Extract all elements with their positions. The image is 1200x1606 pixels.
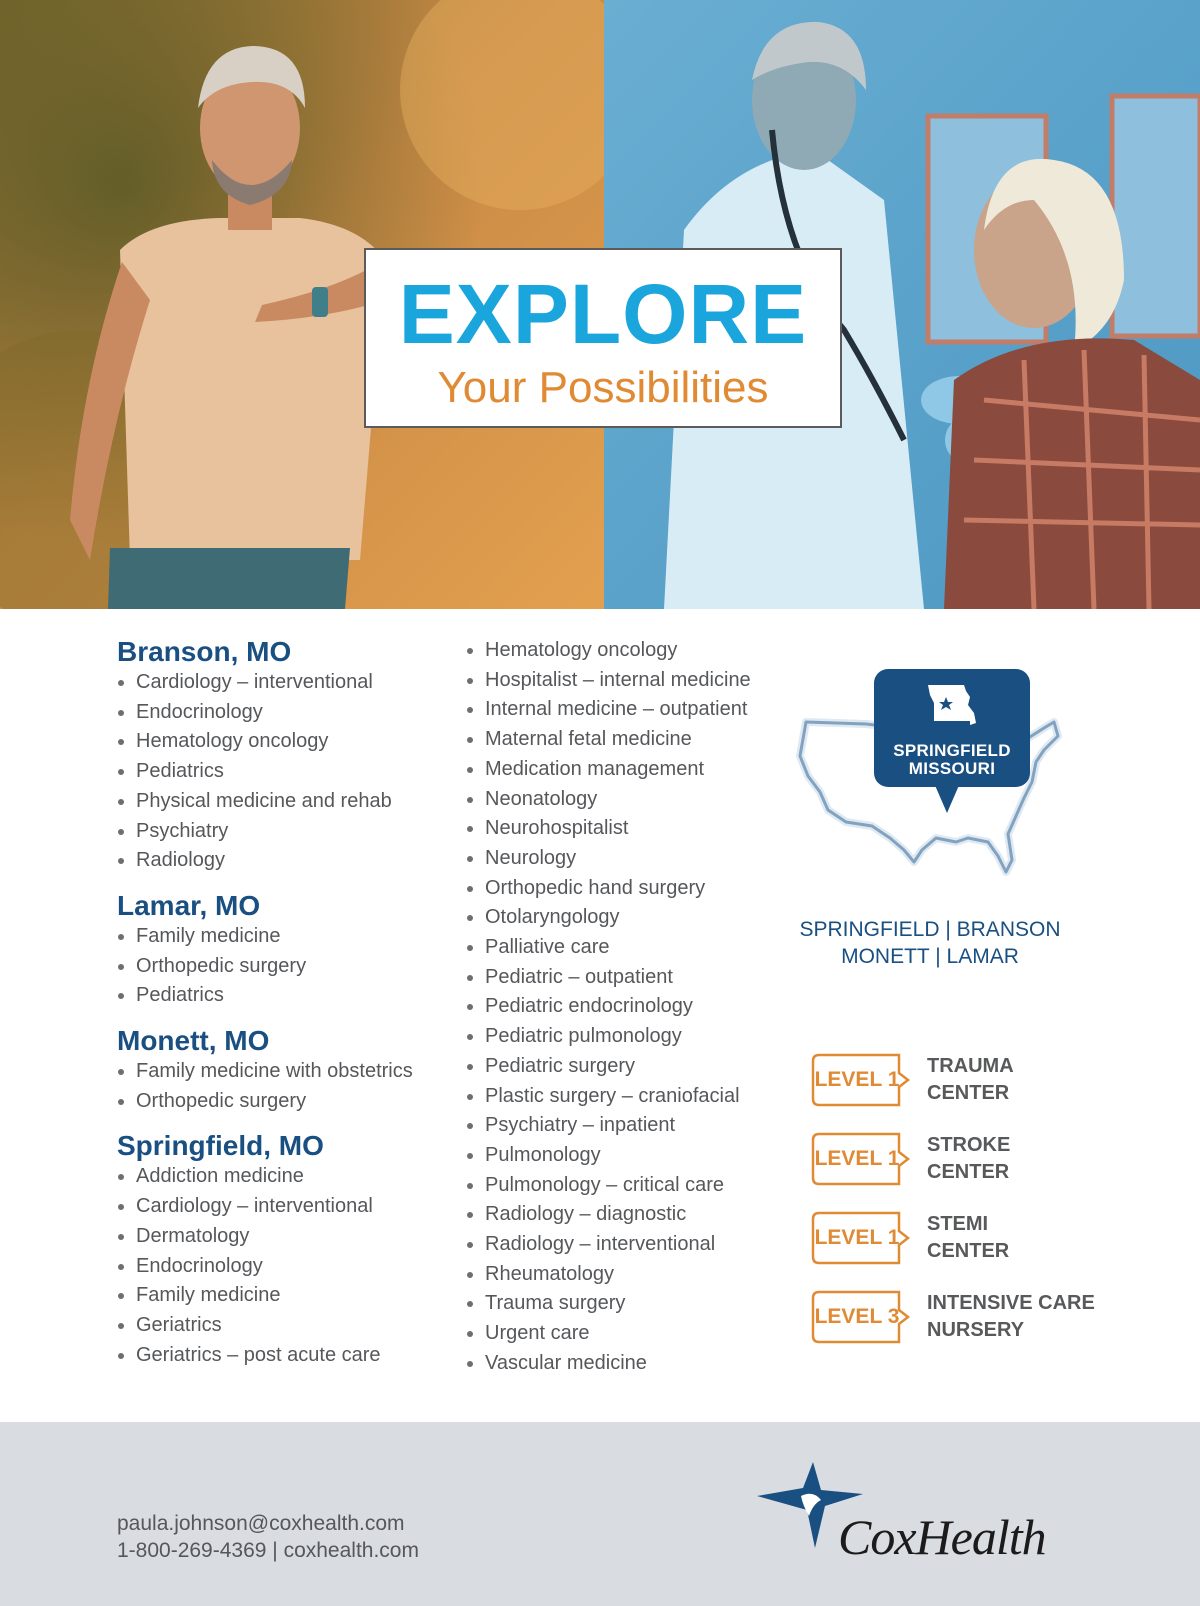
list-item: Pediatric surgery xyxy=(466,1052,796,1082)
level-label: LEVEL 1 xyxy=(814,1147,900,1170)
list-item: Family medicine xyxy=(117,1281,457,1311)
badge-pointer xyxy=(934,783,960,813)
list-item: Pulmonology – critical care xyxy=(466,1171,796,1201)
service-list xyxy=(117,1162,457,1370)
list-item: Maternal fetal medicine xyxy=(466,725,796,755)
list-item: Cardiology – interventional xyxy=(117,668,457,698)
list-item: Psychiatry – inpatient xyxy=(466,1111,796,1141)
level-label: LEVEL 1 xyxy=(814,1226,900,1249)
locations-column xyxy=(117,636,457,1380)
list-item: Pediatric endocrinology xyxy=(466,992,796,1022)
list-item: Otolaryngology xyxy=(466,903,796,933)
list-item: Palliative care xyxy=(466,933,796,963)
level-stemi xyxy=(811,1211,1111,1265)
contact-info xyxy=(117,1510,419,1564)
list-item: Neonatology xyxy=(466,785,796,815)
missouri-state-icon xyxy=(926,683,978,727)
list-item: Family medicine xyxy=(117,922,457,952)
level-nursery xyxy=(811,1290,1111,1344)
level-description-line: TRAUMA xyxy=(927,1055,1014,1077)
location-monett xyxy=(117,1025,457,1116)
headline-title: EXPLORE xyxy=(398,267,808,361)
badge-city: SPRINGFIELD xyxy=(893,741,1011,760)
level-stroke xyxy=(811,1132,1111,1186)
level-tag xyxy=(811,1290,911,1344)
location-heading: Monett, MO xyxy=(117,1025,270,1057)
coxhealth-logo xyxy=(755,1460,1095,1570)
list-item: Dermatology xyxy=(117,1222,457,1252)
service-list xyxy=(117,668,457,876)
level-description-line: CENTER xyxy=(927,1082,1010,1104)
level-description-line: CENTER xyxy=(927,1161,1010,1183)
service-area-cities xyxy=(790,916,1070,970)
list-item: Endocrinology xyxy=(117,1252,457,1282)
headline-subtitle: Your Possibilities xyxy=(437,363,769,412)
list-item: Orthopedic surgery xyxy=(117,1087,457,1117)
list-item: Internal medicine – outpatient xyxy=(466,695,796,725)
list-item: Neurohospitalist xyxy=(466,814,796,844)
contact-email[interactable]: paula.johnson@coxhealth.com xyxy=(117,1512,405,1535)
list-item: Pediatrics xyxy=(117,757,457,787)
location-heading: Springfield, MO xyxy=(117,1130,324,1162)
us-map-graphic xyxy=(786,666,1076,906)
level-label: LEVEL 3 xyxy=(814,1305,900,1328)
location-heading: Lamar, MO xyxy=(117,889,261,921)
list-item: Hematology oncology xyxy=(117,727,457,757)
list-item: Rheumatology xyxy=(466,1260,796,1290)
list-item: Trauma surgery xyxy=(466,1289,796,1319)
level-description-line: INTENSIVE CARE xyxy=(927,1292,1095,1314)
list-item: Geriatrics – post acute care xyxy=(117,1341,457,1371)
level-label: LEVEL 1 xyxy=(814,1068,900,1091)
springfield-services-continued xyxy=(466,636,796,1379)
list-item: Pediatric – outpatient xyxy=(466,963,796,993)
location-lamar xyxy=(117,890,457,1011)
cities-line: MONETT | LAMAR xyxy=(841,945,1019,968)
hero-banner xyxy=(0,0,1200,609)
level-description xyxy=(927,1132,1010,1186)
list-item: Radiology xyxy=(117,846,457,876)
list-item: Hospitalist – internal medicine xyxy=(466,666,796,696)
cities-line: SPRINGFIELD | BRANSON xyxy=(799,918,1061,941)
level-description xyxy=(927,1211,1009,1265)
accreditation-levels xyxy=(811,1053,1111,1369)
list-item: Radiology – interventional xyxy=(466,1230,796,1260)
service-list xyxy=(466,636,796,1379)
list-item: Physical medicine and rehab xyxy=(117,787,457,817)
headline-box xyxy=(364,248,842,428)
level-description-line: STROKE xyxy=(927,1134,1011,1156)
level-description-line: STEMI xyxy=(927,1213,989,1235)
list-item: Urgent care xyxy=(466,1319,796,1349)
location-pin-badge xyxy=(874,669,1030,787)
list-item: Cardiology – interventional xyxy=(117,1192,457,1222)
level-description-line: NURSERY xyxy=(927,1319,1025,1341)
service-list xyxy=(117,922,457,1011)
list-item: Pulmonology xyxy=(466,1141,796,1171)
list-item: Medication management xyxy=(466,755,796,785)
list-item: Addiction medicine xyxy=(117,1162,457,1192)
contact-phone-web[interactable]: 1-800-269-4369 | coxhealth.com xyxy=(117,1539,419,1562)
list-item: Neurology xyxy=(466,844,796,874)
level-tag xyxy=(811,1053,911,1107)
list-item: Family medicine with obstetrics xyxy=(117,1057,457,1087)
list-item: Geriatrics xyxy=(117,1311,457,1341)
level-description xyxy=(927,1053,1014,1107)
list-item: Radiology – diagnostic xyxy=(466,1200,796,1230)
level-description xyxy=(927,1290,1095,1344)
footer xyxy=(0,1422,1200,1606)
location-heading: Branson, MO xyxy=(117,636,292,667)
list-item: Orthopedic hand surgery xyxy=(466,874,796,904)
list-item: Psychiatry xyxy=(117,817,457,847)
list-item: Orthopedic surgery xyxy=(117,952,457,982)
list-item: Hematology oncology xyxy=(466,636,796,666)
location-springfield xyxy=(117,1130,457,1370)
list-item: Pediatric pulmonology xyxy=(466,1022,796,1052)
level-description-line: CENTER xyxy=(927,1240,1010,1262)
list-item: Pediatrics xyxy=(117,981,457,1011)
list-item: Vascular medicine xyxy=(466,1349,796,1379)
logo-wordmark: CoxHealth xyxy=(838,1509,1046,1565)
level-trauma xyxy=(811,1053,1111,1107)
list-item: Endocrinology xyxy=(117,698,457,728)
service-list xyxy=(117,1057,457,1116)
badge-state: MISSOURI xyxy=(908,759,996,778)
level-tag xyxy=(811,1132,911,1186)
list-item: Plastic surgery – craniofacial xyxy=(466,1082,796,1112)
level-tag xyxy=(811,1211,911,1265)
location-branson xyxy=(117,636,457,876)
